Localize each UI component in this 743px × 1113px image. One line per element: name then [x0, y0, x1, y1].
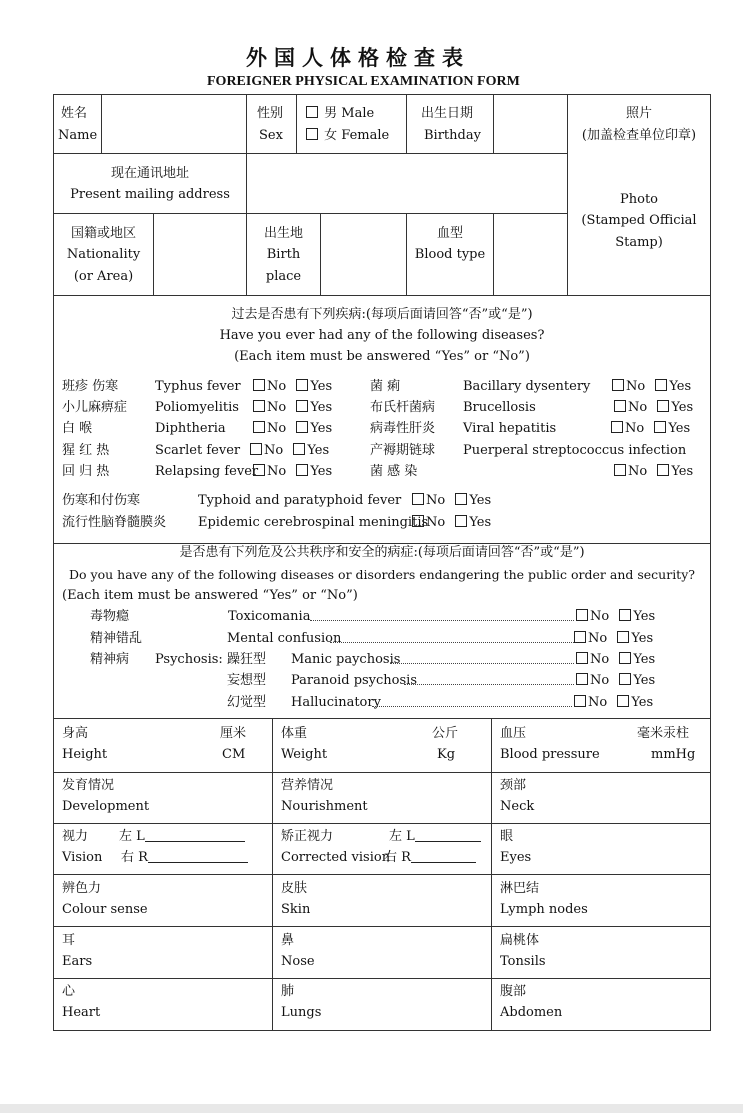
corrected-left-field[interactable] [415, 829, 481, 842]
no-label: No [625, 421, 645, 436]
tonsils-label-cn: 扁桃体 [500, 933, 540, 948]
eyes-label-cn: 眼 [500, 829, 514, 844]
yes-label: Yes [633, 652, 656, 667]
height-unit-en: CM [222, 747, 246, 762]
answer-group[interactable] [614, 464, 693, 480]
bp-unit-en: mmHg [651, 747, 696, 762]
page-bottom-bar [0, 1104, 743, 1113]
disorder-en: Paranoid psychosis [291, 673, 418, 688]
disease-cn: 产褥期链球 [370, 443, 436, 458]
disease-cn: 班疹 伤寒 [62, 379, 119, 394]
psychosis-label-en: Psychosis: [155, 652, 223, 667]
photo-label-en: Photo [620, 192, 658, 207]
corrected-left [389, 829, 481, 845]
yes-checkbox[interactable] [657, 464, 669, 476]
no-label: No [590, 652, 610, 667]
abdomen-label-en: Abdomen [500, 1005, 563, 1020]
yes-checkbox[interactable] [293, 443, 305, 455]
nationality-label-en2: (or Area) [73, 269, 134, 284]
yes-label: Yes [469, 493, 492, 508]
yes-checkbox[interactable] [296, 421, 308, 433]
disorder-cn: 毒物瘾 [90, 609, 130, 624]
no-checkbox[interactable] [250, 443, 262, 455]
vision-left [119, 829, 245, 845]
height-unit-cn: 厘米 [220, 726, 247, 741]
name-label-en: Name [58, 128, 98, 143]
birthplace-field[interactable] [321, 214, 405, 295]
corrected-right-field[interactable] [411, 850, 476, 863]
female-option[interactable] [306, 128, 389, 144]
disorder-en: Hallucinatory [291, 695, 381, 710]
male-label: 男 Male [324, 106, 375, 121]
bp-label-en: Blood pressure [500, 747, 600, 762]
no-checkbox[interactable] [253, 400, 265, 412]
disease-en: Relapsing fever [155, 464, 259, 479]
height-label-en: Height [62, 747, 108, 762]
divider [53, 772, 711, 773]
yes-label: Yes [668, 421, 691, 436]
no-label: No [267, 421, 287, 436]
yes-label: Yes [671, 400, 694, 415]
disorder-en: Manic paychosis [291, 652, 401, 667]
birthday-field[interactable] [494, 95, 566, 152]
nationality-label-en: Nationality [66, 247, 141, 262]
no-checkbox[interactable] [253, 379, 265, 391]
disorders-heading-en: Do you have any of the following diseases or disorders endangering the public order and security? [69, 567, 695, 582]
nose-label-en: Nose [281, 954, 315, 969]
birthplace-label-cn: 出生地 [263, 226, 303, 241]
history-heading-note: (Each item must be answered “Yes” or “No”) [234, 349, 530, 364]
answer-group[interactable] [253, 464, 332, 480]
answer-group[interactable] [574, 695, 653, 711]
skin-label-en: Skin [281, 902, 311, 917]
lungs-label-cn: 肺 [281, 984, 295, 999]
answer-group[interactable] [412, 493, 491, 509]
yes-label: Yes [310, 421, 333, 436]
development-label-cn: 发育情况 [62, 778, 115, 793]
no-checkbox[interactable] [253, 464, 265, 476]
sex-label-cn: 性别 [257, 106, 284, 121]
colour-sense-label-en: Colour sense [62, 902, 148, 917]
answer-group[interactable] [412, 515, 491, 531]
yes-checkbox[interactable] [617, 695, 629, 707]
no-checkbox[interactable] [611, 421, 623, 433]
answer-group[interactable] [574, 631, 653, 647]
yes-label: Yes [310, 379, 333, 394]
disease-cn: 猩 红 热 [62, 443, 110, 458]
yes-checkbox[interactable] [619, 652, 631, 664]
eyes-label-en: Eyes [500, 850, 532, 865]
vision-label-cn: 视力 [62, 829, 89, 844]
dot-leader [390, 663, 574, 664]
birthday-label-en: Birthday [424, 128, 481, 143]
blood-type-field[interactable] [494, 214, 566, 295]
yes-label: Yes [669, 379, 692, 394]
ears-label-cn: 耳 [62, 933, 76, 948]
yes-checkbox[interactable] [619, 673, 631, 685]
female-checkbox[interactable] [306, 128, 318, 140]
disease-cn: 小儿麻痹症 [62, 400, 128, 415]
no-checkbox[interactable] [574, 695, 586, 707]
height-label-cn: 身高 [62, 726, 89, 741]
disease-en: Typhoid and paratyphoid fever [198, 493, 402, 508]
answer-group[interactable] [253, 379, 332, 395]
disease-en: Puerperal streptococcus infection [463, 443, 687, 458]
name-field[interactable] [102, 95, 245, 152]
nourishment-label-en: Nourishment [281, 799, 368, 814]
answer-group[interactable] [614, 400, 693, 416]
lymph-nodes-label-en: Lymph nodes [500, 902, 588, 917]
no-label: No [426, 493, 446, 508]
address-label-cn: 现在通讯地址 [110, 166, 189, 181]
yes-checkbox[interactable] [619, 609, 631, 621]
disease-en: Bacillary dysentery [463, 379, 591, 394]
divider [53, 978, 711, 979]
photo-stamp-en-2: Stamp) [615, 235, 663, 250]
no-label: No [628, 464, 648, 479]
corrected-vision-label-cn: 矫正视力 [281, 829, 334, 844]
yes-checkbox[interactable] [296, 400, 308, 412]
birthday-label-cn: 出生日期 [421, 106, 474, 121]
dot-leader [330, 642, 574, 643]
weight-unit-cn: 公斤 [432, 726, 459, 741]
no-label: No [626, 379, 646, 394]
blood-type-label-cn: 血型 [436, 226, 463, 241]
vision-label-en: Vision [62, 850, 103, 865]
disease-en: Epidemic cerebrospinal meningitis [198, 515, 429, 530]
yes-checkbox[interactable] [657, 400, 669, 412]
disease-cn: 白 喉 [62, 421, 93, 436]
female-label: 女 Female [324, 128, 390, 143]
corrected-right [384, 850, 476, 866]
lungs-label-en: Lungs [281, 1005, 322, 1020]
yes-checkbox[interactable] [296, 464, 308, 476]
ears-label-en: Ears [62, 954, 93, 969]
disease-cn: 病毒性肝炎 [370, 421, 436, 436]
left-label: 左 L [389, 829, 415, 844]
blood-type-label-en: Blood type [414, 247, 486, 262]
no-checkbox[interactable] [614, 400, 626, 412]
skin-label-cn: 皮肤 [281, 881, 308, 896]
right-label: 右 R [121, 850, 148, 865]
abdomen-label-cn: 腹部 [500, 984, 527, 999]
yes-checkbox[interactable] [654, 421, 666, 433]
answer-group[interactable] [576, 673, 655, 689]
disease-en: Viral hepatitis [463, 421, 557, 436]
disease-en: Scarlet fever [155, 443, 241, 458]
yes-label: Yes [631, 631, 654, 646]
history-heading-cn: 过去是否患有下列疾病:(每项后面请回答“否”或“是”) [231, 307, 533, 322]
male-checkbox[interactable] [306, 106, 318, 118]
no-checkbox[interactable] [412, 493, 424, 505]
divider [406, 94, 407, 153]
disease-cn: 布氏杆菌病 [370, 400, 436, 415]
no-label: No [426, 515, 446, 530]
birthplace-label-en2: place [265, 269, 302, 284]
sex-label-en: Sex [259, 128, 283, 143]
no-label: No [590, 609, 610, 624]
yes-label: Yes [310, 400, 333, 415]
address-label-en: Present mailing address [70, 187, 230, 202]
yes-checkbox[interactable] [617, 631, 629, 643]
photo-stamp-cn: (加盖检查单位印章) [581, 128, 697, 143]
answer-group[interactable] [612, 379, 691, 395]
disorder-cn: 幻觉型 [227, 695, 267, 710]
heart-label-en: Heart [62, 1005, 101, 1020]
dot-leader [404, 684, 574, 685]
nose-label-cn: 鼻 [281, 933, 295, 948]
weight-label-cn: 体重 [281, 726, 308, 741]
disorder-cn: 妄想型 [227, 673, 267, 688]
colour-sense-label-cn: 辨色力 [62, 881, 102, 896]
yes-checkbox[interactable] [455, 493, 467, 505]
no-checkbox[interactable] [574, 631, 586, 643]
disease-cn: 伤寒和付伤寒 [62, 493, 141, 508]
birthplace-label-en: Birth [266, 247, 301, 262]
male-option[interactable] [306, 106, 374, 122]
answer-group[interactable] [253, 400, 332, 416]
vision-right-field[interactable] [148, 850, 248, 863]
answer-group[interactable] [253, 421, 332, 437]
disorder-en: Mental confusion [227, 631, 342, 646]
tonsils-label-en: Tonsils [500, 954, 546, 969]
bp-unit-cn: 毫米汞柱 [637, 726, 690, 741]
no-checkbox[interactable] [576, 609, 588, 621]
yes-label: Yes [631, 695, 654, 710]
disease-en: Poliomyelitis [155, 400, 239, 415]
disease-cn: 回 归 热 [62, 464, 110, 479]
right-label: 右 R [384, 850, 411, 865]
disease-cn: 流行性脑脊髓膜炎 [62, 515, 167, 530]
divider [53, 213, 567, 214]
disorders-heading-note: (Each item must be answered “Yes” or “No”) [62, 588, 358, 603]
neck-label-cn: 颈部 [500, 778, 527, 793]
no-checkbox[interactable] [614, 464, 626, 476]
psychosis-label-cn: 精神病 [90, 652, 130, 667]
yes-label: Yes [633, 673, 656, 688]
development-label-en: Development [62, 799, 150, 814]
divider [296, 94, 297, 153]
no-checkbox[interactable] [412, 515, 424, 527]
answer-group[interactable] [576, 609, 655, 625]
form-title-cn: 外国人体格检查表 [246, 45, 470, 70]
name-label-cn: 姓名 [61, 106, 88, 121]
no-checkbox[interactable] [576, 673, 588, 685]
no-label: No [588, 631, 608, 646]
yes-checkbox[interactable] [455, 515, 467, 527]
no-checkbox[interactable] [612, 379, 624, 391]
no-label: No [590, 673, 610, 688]
no-label: No [267, 400, 287, 415]
disease-en: Diphtheria [155, 421, 226, 436]
weight-unit-en: Kg [437, 747, 456, 762]
form-title-en: FOREIGNER PHYSICAL EXAMINATION FORM [207, 74, 520, 89]
photo-stamp-en-1: (Stamped Official [581, 213, 697, 228]
corrected-vision-label-en: Corrected vision [281, 850, 391, 865]
disorder-cn: 精神错乱 [90, 631, 143, 646]
yes-label: Yes [671, 464, 694, 479]
no-label: No [267, 379, 287, 394]
divider [53, 926, 711, 927]
no-label: No [264, 443, 284, 458]
divider [53, 823, 711, 824]
bp-label-cn: 血压 [500, 726, 527, 741]
lymph-nodes-label-cn: 淋巴结 [500, 881, 540, 896]
answer-group[interactable] [250, 443, 329, 459]
yes-label: Yes [307, 443, 330, 458]
heart-label-cn: 心 [62, 984, 76, 999]
nationality-field[interactable] [154, 214, 245, 295]
disorder-en: Toxicomania [228, 609, 311, 624]
yes-checkbox[interactable] [296, 379, 308, 391]
no-checkbox[interactable] [253, 421, 265, 433]
no-label: No [588, 695, 608, 710]
no-label: No [267, 464, 287, 479]
no-label: No [628, 400, 648, 415]
yes-label: Yes [633, 609, 656, 624]
answer-group[interactable] [611, 421, 690, 437]
neck-label-en: Neck [500, 799, 535, 814]
disorders-heading-cn: 是否患有下列危及公共秩序和安全的病症:(每项后面请回答“否”或“是”) [179, 545, 585, 560]
nourishment-label-cn: 营养情况 [281, 778, 334, 793]
vision-right [121, 850, 248, 866]
photo-label-cn: 照片 [625, 106, 652, 121]
left-label: 左 L [119, 829, 145, 844]
dot-leader [372, 706, 572, 707]
address-field[interactable] [247, 154, 566, 212]
yes-label: Yes [310, 464, 333, 479]
vision-left-field[interactable] [145, 829, 245, 842]
history-heading-en: Have you ever had any of the following diseases? [219, 328, 545, 343]
weight-label-en: Weight [281, 747, 328, 762]
disease-cn: 菌 痢 [370, 379, 401, 394]
disease-en: Brucellosis [463, 400, 536, 415]
divider [53, 874, 711, 875]
answer-group[interactable] [576, 652, 655, 668]
dot-leader [310, 620, 574, 621]
yes-label: Yes [469, 515, 492, 530]
disease-cn: 菌 感 染 [370, 464, 418, 479]
nationality-label-cn: 国籍或地区 [70, 226, 136, 241]
yes-checkbox[interactable] [655, 379, 667, 391]
disease-en: Typhus fever [155, 379, 241, 394]
no-checkbox[interactable] [576, 652, 588, 664]
disorder-cn: 躁狂型 [227, 652, 267, 667]
